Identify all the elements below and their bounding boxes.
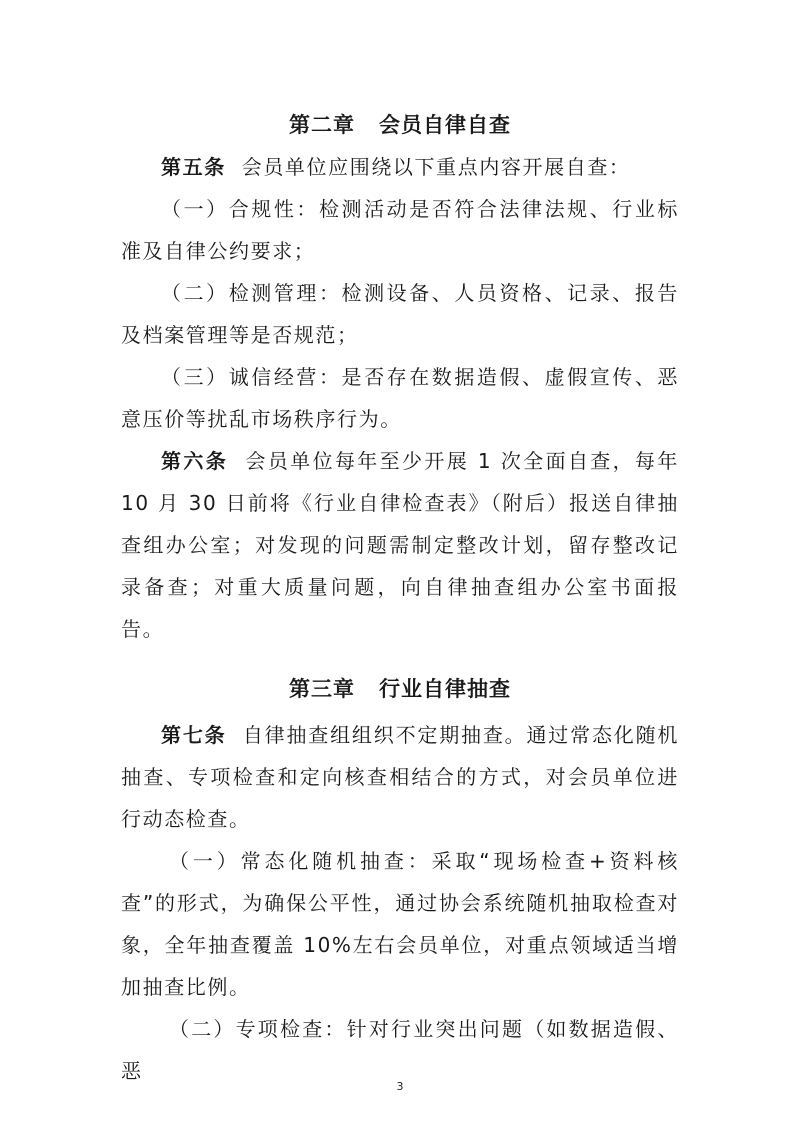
list-item: （一）合规性：检测活动是否符合法律法规、行业标准及自律公约要求； [121,197,679,263]
page-content [121,104,679,1092]
article-label: 第六条 [161,449,229,473]
list-item: （二）检测管理：检测设备、人员资格、记录、报告及档案管理等是否规范； [121,281,679,347]
chapter-number: 第二章 [289,113,355,137]
article-paragraph [121,146,679,188]
page-number: 3 [396,1080,404,1093]
list-item: （三）诚信经营：是否存在数据造假、虚假宣传、恶意压价等扰乱市场秩序行为。 [121,365,679,431]
list-item: （二）专项检查：针对行业突出问题（如数据造假、恶 [121,1017,679,1083]
list-item: （一）常态化随机抽查：采取“现场检查+资料核查”的形式，为确保公平性，通过协会系统随机抽取检查对象，全年抽查覆盖 10%左右会员单位，对重点领域适当增加抽查比例。 [121,849,679,999]
article-label: 第五条 [161,155,226,179]
article-text: 会员单位每年至少开展 1 次全面自查，每年 10 月 30 日前将《行业自律检查表》（附后）报送自律抽查组办公室；对发现的问题需制定整改计划，留存整改记录备查；对重大质量问题，向自律抽查组办公室书面报告。 [121,449,679,641]
article-text: 自律抽查组组织不定期抽查。通过常态化随机抽查、专项检查和定向核查相结合的方式，对会员单位进行动态检查。 [121,723,679,831]
article-label: 第七条 [161,723,227,747]
article-paragraph [121,714,679,840]
chapter-number: 第三章 [289,677,355,701]
article-text: 会员单位应围绕以下重点内容开展自查： [241,155,631,179]
chapter-name: 行业自律抽查 [379,677,511,701]
chapter-title [121,104,679,146]
chapter-title [121,668,679,710]
article-paragraph [121,440,679,650]
chapter-name: 会员自律自查 [379,113,511,137]
